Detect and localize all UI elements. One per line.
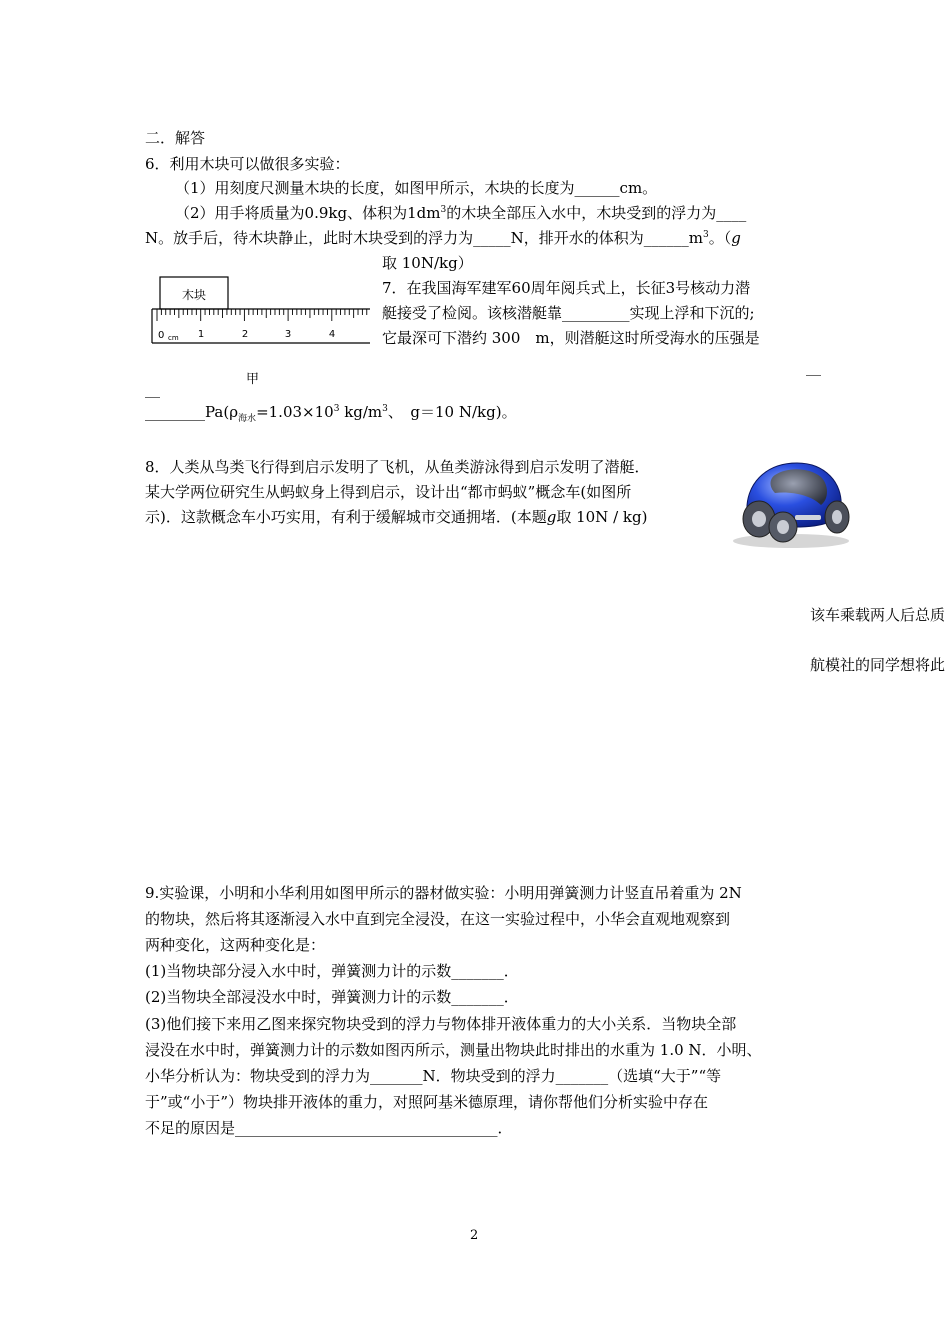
q7-line4-d: 、 g＝10 N/kg)。: [387, 403, 517, 421]
q8-line3-b: 取 10N / kg): [556, 508, 648, 526]
q6-part1: [175, 178, 657, 198]
ruler-unit-label: cm: [168, 334, 179, 342]
q6-part2-line2-a: N。放手后，待木块静止，此时木块受到的浮力为: [145, 229, 474, 247]
q7-line4: [145, 402, 517, 422]
q6-blank-buoyancy2: _____: [473, 229, 511, 247]
q6-blank-buoyancy1: ____: [716, 204, 747, 222]
q9-line6: (3)他们接下来用乙图来探究物块受到的浮力与物体排开液体重力的大小关系．当物块全部: [145, 1015, 737, 1033]
car-hub-front-left: [752, 511, 766, 527]
q6-part2-line2-d: 。（: [708, 229, 732, 247]
q8-line1: 8．人类从鸟类飞行得到启示发明了飞机，从鱼类游泳得到启示发明了潜艇．: [145, 458, 650, 476]
q7-blank-left: __: [145, 380, 160, 398]
q8-line3-a: 示)．这款概念车小巧实用，有利于缓解城市交通拥堵．(本题: [145, 508, 547, 526]
q8-cutoff-line2: 航模社的同学想将此: [810, 656, 946, 674]
page-number: 2: [470, 1228, 479, 1243]
figure-caption-jia: 甲: [246, 372, 260, 387]
ruler-figure: [150, 275, 370, 345]
q6-stem: 6．利用木块可以做很多实验：: [145, 155, 350, 173]
q8-cutoff-line1: 该车乘载两人后总质: [810, 606, 946, 624]
q9-line7: 浸没在水中时，弹簧测力计的示数如图丙所示，测量出物块此时排出的水重为 1.0 N．小明、: [145, 1041, 762, 1059]
q7-line4-sup: 3: [333, 404, 340, 414]
q7-line4-b: =1.03×10: [256, 403, 334, 421]
q9-line8: 小华分析认为：物块受到的浮力为_______N．物块受到的浮力_______（选填“大于”“等: [145, 1067, 722, 1085]
car-hub-rear: [832, 510, 842, 524]
q6-part1-unit: cm。: [619, 179, 658, 197]
q6-blank-length: ______: [574, 179, 620, 197]
q7-blank-right: __: [806, 358, 821, 376]
q7-line4-sub: 海水: [238, 414, 257, 424]
q7-line2-b: 实现上浮和下沉的;: [629, 304, 755, 322]
q7-blank-pressure: ________: [145, 403, 205, 421]
q8-line3: [145, 506, 647, 528]
ruler-tick-label-1: 1: [197, 329, 205, 340]
q8-line2: 某大学两位研究生从蚂蚁身上得到启示，设计出“都市蚂蚁”概念车(如图所: [145, 483, 632, 501]
q7-line2-a: 艇接受了检阅。该核潜艇靠: [382, 304, 563, 322]
q8-line3-g: g: [546, 508, 557, 526]
q7-blank-method: _________: [562, 304, 630, 322]
q6-part2-text-b: 的木块全部压入水中，木块受到的浮力为: [446, 204, 717, 222]
q6-part2-line2: [145, 228, 741, 248]
q6-blank-volume: ______: [643, 229, 689, 247]
q7-line4-sup2: 3: [382, 404, 388, 414]
q9-line2: 的物块，然后将其逐渐浸入水中直到完全浸没，在这一实验过程中，小华会直观地观察到: [145, 910, 731, 928]
wood-block-label: 木块: [181, 288, 207, 302]
q6-part2-sup2: 3: [703, 230, 709, 240]
q6-part2-g: g: [731, 229, 741, 247]
q7-line4-c: kg/m: [339, 403, 383, 421]
q9-line1: 9.实验课，小明和小华利用如图甲所示的器材做实验：小明用弹簧测力计竖直吊着重为 2N: [145, 884, 742, 902]
q9-line10: 不足的原因是___________________________________．: [145, 1119, 513, 1137]
section-heading: 二．解答: [145, 129, 206, 147]
q6-part2-sup: 3: [440, 205, 447, 215]
ruler-ticks: [157, 309, 367, 321]
ant-concept-car-image: [725, 455, 855, 550]
q9-line4: (1)当物块部分浸入水中时，弹簧测力计的示数_______．: [145, 962, 519, 980]
ruler-tick-label-2: 2: [241, 329, 249, 340]
q6-part2-text-a: （2）用手将质量为0.9kg、体积为1dm: [175, 204, 441, 222]
ruler-tick-label-0: 0: [158, 330, 165, 341]
q7-line1: 7．在我国海军建军60周年阅兵式上，长征3号核动力潜: [382, 279, 751, 297]
ruler-tick-label-3: 3: [284, 329, 292, 340]
q7-line2: [382, 303, 755, 323]
q7-line4-a: Pa(ρ: [205, 403, 239, 421]
ruler-tick-label-4: 4: [328, 329, 336, 340]
q9-line5: (2)当物块全部浸没水中时，弹簧测力计的示数_______．: [145, 988, 519, 1006]
q6-part2-line3: 取 10N/kg）: [382, 254, 473, 272]
q7-line3: 它最深可下潜约 300 m，则潜艇这时所受海水的压强是: [382, 329, 760, 347]
q9-line9: 于”或“小于”）物块排开液体的重力，对照阿基米德原理，请你帮他们分析实验中存在: [145, 1093, 709, 1111]
q6-part2-line2-b: N，排开水的体积为: [510, 229, 644, 247]
q6-part1-text: （1）用刻度尺测量木块的长度，如图甲所示，木块的长度为: [175, 179, 575, 197]
q6-part2: [175, 203, 746, 223]
q9-line3: 两种变化，这两种变化是：: [145, 936, 326, 954]
car-axle: [795, 515, 821, 520]
q6-part2-line2-c: m: [688, 229, 704, 247]
car-hub-front-right: [777, 520, 789, 534]
